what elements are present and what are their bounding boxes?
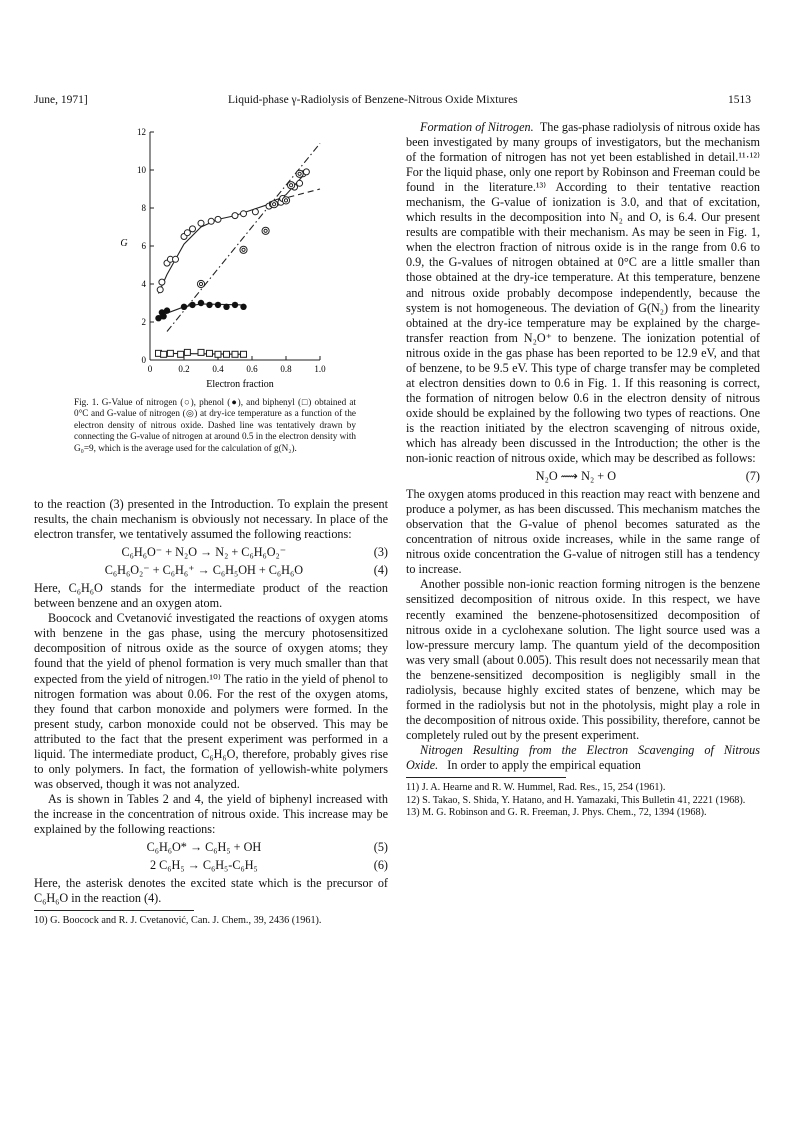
y-tick-label: 12: [137, 127, 146, 137]
equation-5: [34, 840, 388, 855]
footnote-11: 11) J. A. Hearne and R. W. Hummel, Rad. Res., 15, 254 (1961).: [406, 782, 666, 794]
figure-caption: Fig. 1. G-Value of nitrogen (○), phenol (●), and biphenyl (□) obtained at 0°C and G-value of nitrogen (◎) at dry-ice temperature as a function of the electron density of nitrous oxide. Dashed line was tentatively drawn by connecting the G-value of nitrogen at around 0.5 in the electron density with G₀=9, which is the average used for the calculation of g(N₂).: [74, 397, 356, 453]
page-number: 1513: [728, 94, 751, 106]
equation-4: [34, 563, 388, 578]
y-tick-label: 10: [137, 165, 146, 175]
point-phenol: [181, 304, 187, 310]
right-paragraph-1-text: The gas-phase radiolysis of nitrous oxide has been investigated by many groups of investigators, but the mechanism of the formation of nitrogen has not yet been established in detail.¹¹·¹²⁾ For the liquid phase, only one report by Robinson and Freeman could be found in the literature.¹³⁾ According to their tentative reaction mechanism, the G-value of ionization is 3.0, and that of excitation, which results in the decomposition into N₂ and O, is 6.4. Our present results are compatible with their mechanism. As may be seen in Fig. 1, when the electron fraction of nitrous oxide is in the range from 0.6 to 0.9, the G-values of nitrogen obtained at 0°C are a little smaller than those obtained at the dry-ice temperature. At this temperature, benzene and nitrous oxide probably decompose independently, because the system is not homogeneous. The deviation of G(N₂) from the linearity obtained at the dry-ice temperature may be explained by the charge-transfer reaction from N₂O⁺ to benzene. The ionization potential of nitrous oxide in the gas phase has been reported to be 12.9 eV, and that of benzene, to be 9.5 eV. This type of charge transfer may be completed at electron densities down to 0.6 in Fig. 1. If this reasoning is correct, the formation of nitrogen below 0.6 in the electron density of nitrous oxide should be explained by the following two types of reactions. One is the reaction initiated by the electron scavenging of nitrous oxide, which has already been discussed in the Introduction; the other is the non-ionic reaction of nitrous oxide, which may be described as follows:: [406, 120, 761, 466]
point-nitrogen-dry-ice-inner: [242, 248, 245, 251]
right-footnotes: [406, 782, 760, 820]
equation-7-formula: N₂O ⟿ N₂ + O: [535, 469, 617, 484]
point-phenol: [189, 302, 195, 308]
equation-7-number: (7): [745, 469, 760, 484]
point-nitrogen-dry-ice-inner: [264, 229, 267, 232]
footnote-rule-right: [406, 777, 566, 778]
equation-3: [34, 545, 388, 560]
equation-6: [34, 858, 388, 873]
point-nitrogen-0c: [241, 211, 247, 217]
equation-6-formula: 2 C₆H₅ → C₆H₅-C₆H₅: [150, 858, 258, 873]
point-nitrogen-0c: [157, 287, 163, 293]
point-phenol: [164, 307, 170, 313]
point-biphenyl: [215, 351, 221, 357]
point-nitrogen-0c: [215, 216, 221, 222]
point-biphenyl: [224, 351, 230, 357]
y-tick-label: 8: [141, 203, 146, 213]
equation-7: [406, 469, 760, 484]
running-header-title: Liquid-phase γ-Radiolysis of Benzene-Nitrous Oxide Mixtures: [228, 94, 518, 106]
x-tick-label: 1.0: [314, 364, 326, 374]
footnote-12: 12) S. Takao, S. Shida, Y. Hatano, and H. Yamazaki, This Bulletin 41, 2221 (1968).: [406, 794, 746, 806]
right-paragraph-1: [406, 120, 760, 466]
y-tick-label: 4: [141, 279, 146, 289]
point-nitrogen-0c: [297, 180, 303, 186]
point-nitrogen-0c: [232, 213, 238, 219]
point-biphenyl: [184, 349, 190, 355]
left-paragraph-3: Boocock and Cvetanović investigated the reactions of oxygen atoms with benzene in the gas phase, using the mercury photosensitized decomposition of nitrous oxide as the source of oxygen atoms; they found that the yield of phenol formation is very much smaller than that expected from the yield of nitrogen.¹⁰⁾ The ratio in the yield of phenol to nitrogen formation was about 0.06. For the rest of the oxygen atoms, they found that carbon monoxide and polymers were formed. In the present study, carbon monoxide could not be observed. This may be attributed to the fact that the present experiment was performed in a liquid. The intermediate product, C₆H₆O, therefore, probably gives rise to only polymers. In fact, the formation of yellowish-white polymers was observed, though it was not analyzed.: [34, 611, 388, 791]
equation-3-formula: C₆H₆O⁻ + N₂O → N₂ + C₆H₆O₂⁻: [121, 545, 287, 560]
point-biphenyl: [207, 350, 213, 356]
point-biphenyl: [232, 351, 238, 357]
x-tick-label: 0: [147, 364, 153, 374]
right-paragraph-2: The oxygen atoms produced in this reaction may react with benzene and produce a polymer, as has been discussed. This mechanism matches the observation that the G-value of phenol becomes saturated as the concentration of nitrous oxide increases, while in the same range of nitrous oxide concentration the G-value of nitrogen still has a tendency to increase.: [406, 487, 760, 577]
point-nitrogen-dry-ice-inner: [290, 184, 293, 187]
running-header-date: June, 1971]: [34, 94, 88, 106]
point-phenol: [198, 300, 204, 306]
left-paragraph-1: to the reaction (3) presented in the Introduction. To explain the present results, the chain mechanism is obviously not necessary. In place of the electron transfer, we tentatively assumed the following reactions:: [34, 497, 388, 542]
point-biphenyl: [198, 349, 204, 355]
y-tick-label: 2: [141, 317, 146, 327]
curve-solid: [159, 176, 304, 294]
x-axis-label: Electron fraction: [206, 379, 274, 390]
left-paragraph-4: As is shown in Tables 2 and 4, the yield of biphenyl increased with the increase in the concentration of nitrous oxide. This increase may be explained by the following reactions:: [34, 791, 388, 836]
left-column: [34, 497, 388, 928]
point-phenol: [223, 304, 229, 310]
y-axis-label: G: [120, 238, 128, 249]
point-nitrogen-0c: [190, 226, 196, 232]
point-phenol: [206, 302, 212, 308]
equation-5-formula: C₆H₆O* → C₆H₅ + OH: [146, 840, 262, 855]
right-paragraph-4: [406, 743, 760, 773]
left-paragraph-2: Here, C₆H₆O stands for the intermediate product of the reaction between benzene and an oxygen atom.: [34, 581, 388, 611]
footnote-10: 10) G. Boocock and R. J. Cvetanović, Can. J. Chem., 39, 2436 (1961).: [34, 915, 322, 927]
point-phenol: [232, 302, 238, 308]
point-biphenyl: [178, 351, 184, 357]
x-tick-label: 0.2: [178, 364, 190, 374]
point-phenol: [240, 304, 246, 310]
point-nitrogen-0c: [252, 209, 258, 215]
equation-3-number: (3): [373, 545, 388, 560]
point-nitrogen-dry-ice-inner: [273, 203, 276, 206]
equation-6-number: (6): [373, 858, 388, 873]
point-nitrogen-0c: [303, 169, 309, 175]
equation-4-formula: C₆H₆O₂⁻ + C₆H₆⁺ → C₆H₅OH + C₆H₆O: [104, 563, 304, 578]
point-nitrogen-dry-ice-inner: [199, 282, 202, 285]
equation-4-number: (4): [373, 563, 388, 578]
point-biphenyl: [241, 351, 247, 357]
point-biphenyl: [161, 351, 167, 357]
point-nitrogen-0c: [159, 279, 165, 285]
left-paragraph-5: Here, the asterisk denotes the excited state which is the precursor of C₆H₆O in the reaction (4).: [34, 876, 388, 906]
point-nitrogen-0c: [198, 220, 204, 226]
x-tick-label: 0.8: [280, 364, 292, 374]
point-biphenyl: [167, 350, 173, 356]
y-tick-label: 0: [141, 355, 146, 365]
right-paragraph-4-text: In order to apply the empirical equation: [447, 757, 641, 772]
x-tick-label: 0.4: [212, 364, 224, 374]
point-nitrogen-0c: [208, 218, 214, 224]
section-heading-electron-scavenging: Nitrogen Resulting from the Electron Scavenging of Nitrous Oxide.: [406, 742, 760, 772]
left-footnotes: [34, 915, 388, 928]
footnote-13: 13) M. G. Robinson and G. R. Freeman, J. Phys. Chem., 72, 1394 (1968).: [406, 807, 707, 819]
point-nitrogen-dry-ice-inner: [284, 199, 287, 202]
y-tick-label: 6: [141, 241, 146, 251]
equation-5-number: (5): [373, 840, 388, 855]
point-nitrogen-dry-ice-inner: [298, 172, 301, 175]
point-phenol: [160, 313, 166, 319]
section-heading-formation: Formation of Nitrogen.: [420, 120, 534, 134]
right-paragraph-3: Another possible non-ionic reaction forming nitrogen is the benzene sensitized decomposition of nitrous oxide. In this respect, we have recently examined the benzene-photosensitized decomposition of nitrous oxide in a cyclohexane solution. The light source used was a low-pressure mercury lamp. The quantum yield of the decomposition was very small (about 0.005). This result does not necessarily mean that the benzene-sensitized decomposition is negligibly small in the radiolysis, because highly excited states of benzene, which may be formed in the radiolysis but not in the photolysis, might play a role in the decomposition of nitrous oxide. This possibility, therefore, cannot be completely ruled out by the present experiment.: [406, 577, 760, 742]
footnote-rule: [34, 910, 194, 911]
point-phenol: [215, 302, 221, 308]
x-tick-label: 0.6: [246, 364, 258, 374]
point-nitrogen-0c: [173, 256, 179, 262]
figure-1-chart: [100, 120, 340, 390]
right-column: [406, 120, 760, 820]
